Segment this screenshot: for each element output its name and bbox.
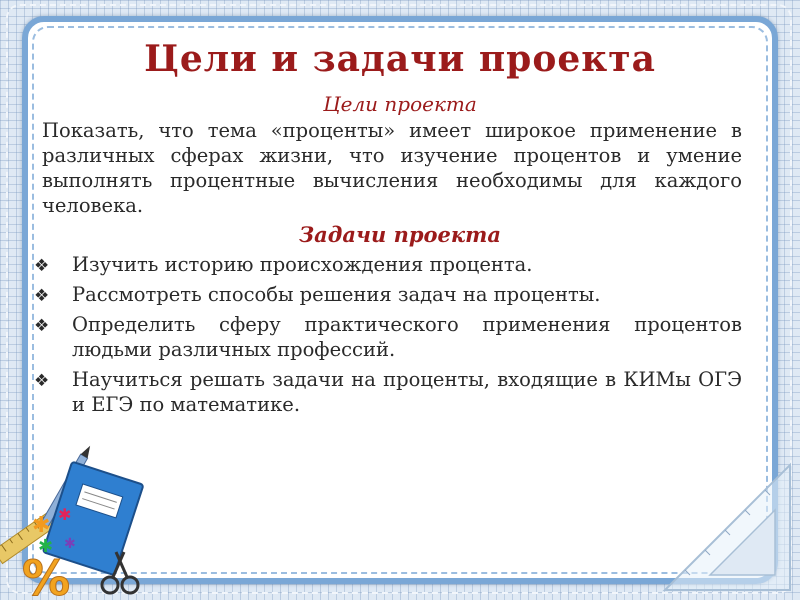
- task-list: [30, 252, 742, 422]
- diamond-ornament-icon: ❖: [34, 286, 50, 306]
- svg-text:%: %: [22, 551, 71, 600]
- svg-text:✱: ✱: [58, 505, 72, 524]
- task-text: Изучить историю происхождения процента.: [72, 253, 533, 276]
- diamond-ornament-icon: ❖: [34, 371, 50, 391]
- task-item: [30, 312, 742, 362]
- task-item: [30, 367, 742, 417]
- task-text: Научиться решать задачи на проценты, входящие в КИМы ОГЭ и ЕГЭ по математике.: [72, 368, 742, 416]
- school-supplies-icon: [0, 440, 150, 600]
- goals-heading: Цели проекта: [323, 92, 477, 116]
- slide-title: Цели и задачи проекта: [144, 38, 656, 80]
- svg-text:✱: ✱: [38, 536, 54, 557]
- task-item: [30, 252, 742, 277]
- tasks-heading: Задачи проекта: [299, 222, 501, 247]
- diamond-ornament-icon: ❖: [34, 316, 50, 336]
- task-text: Рассмотреть способы решения задач на проценты.: [72, 283, 601, 306]
- task-text: Определить сферу практического применения процентов людьми различных профессий.: [72, 313, 742, 361]
- svg-text:✱: ✱: [64, 536, 76, 552]
- goals-text: Показать, что тема «проценты» имеет широкое применение в различных сферах жизни, что изучение процентов и умение выполнять процентные вычисления необходимы для каждого человека.: [42, 119, 742, 217]
- task-item: [30, 282, 742, 307]
- set-square-icon: [655, 455, 800, 600]
- diamond-ornament-icon: ❖: [34, 256, 50, 276]
- svg-text:✱: ✱: [32, 513, 51, 538]
